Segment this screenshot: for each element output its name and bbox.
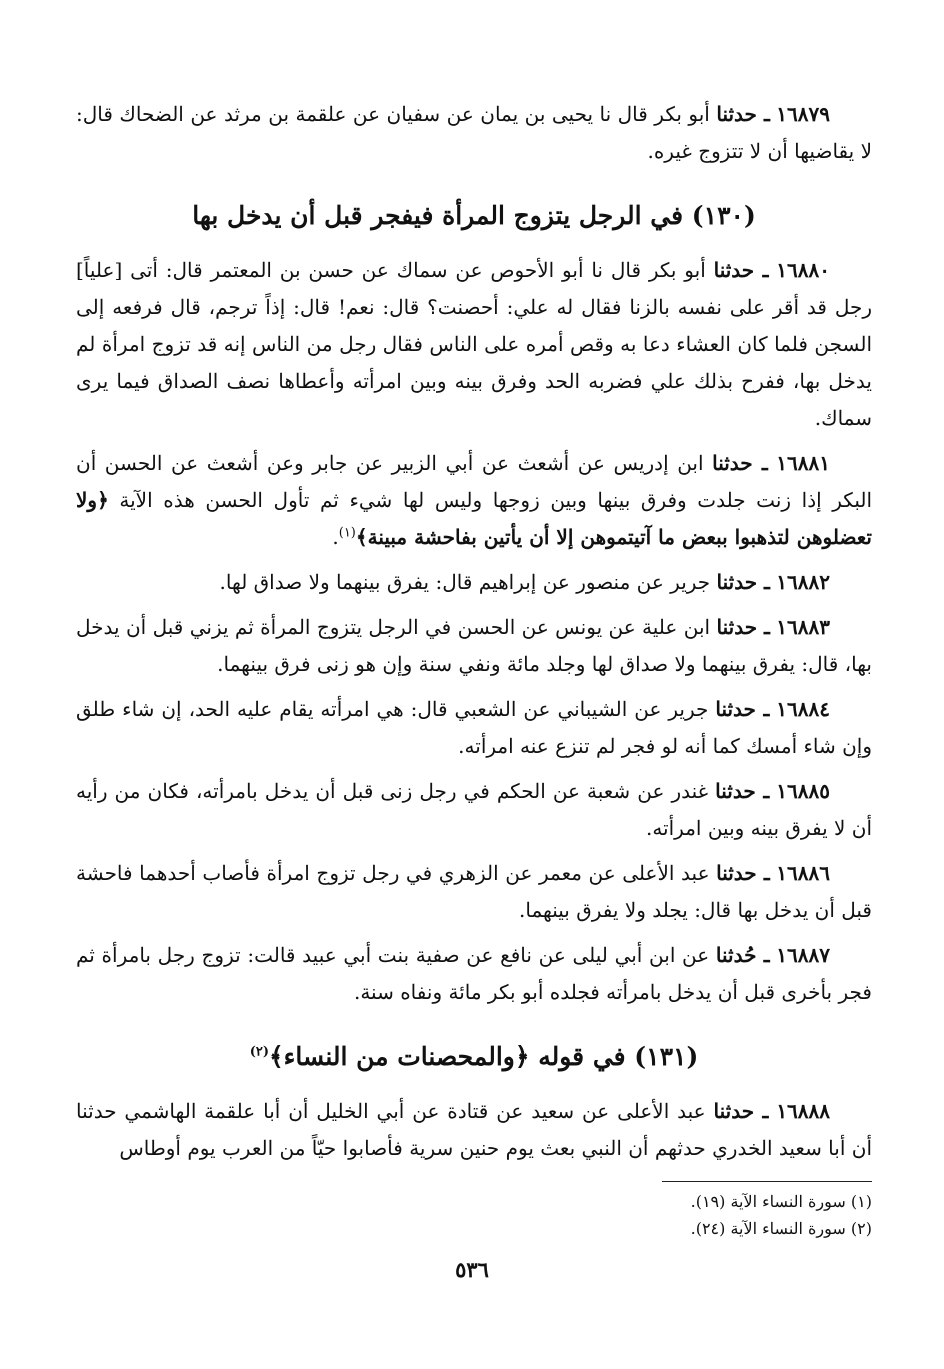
hadith-text: أبو بكر قال نا أبو الأحوص عن سماك عن حسن بن المعتمر قال: أتى [علياً] رجل قد أقر على نفسه بالزنا فقال له علي: أحصنت؟ قال: نعم! قال: إذاً ترجم، قال فرفعه إلى السجن فلما كان العشاء دعا به وقص أمره على الناس فقال رجل من الناس إنه قد تزوج امرأة لم يدخل بها، ففرح بذلك علي فضربه الحد وفرق بينه وبين امرأته وأعطاها نصف الصداق فيما يرى سماك. — [76, 258, 872, 430]
hadith-tail: . — [332, 525, 339, 549]
footnote-divider — [662, 1181, 872, 1182]
hadith-16884 — [76, 691, 872, 765]
hadith-lead: ـ حدثنا — [716, 615, 770, 639]
hadith-lead: ـ حدثنا — [713, 1099, 769, 1123]
hadith-text: جرير عن الشيباني عن الشعبي قال: هي امرأته يقام عليه الحد، إن شاء طلق وإن شاء أمسك كما أنه لو فجر لم تنزع عنه امرأته. — [76, 697, 872, 758]
hadith-16880 — [76, 252, 872, 437]
hadith-16887 — [76, 937, 872, 1011]
hadith-number: ١٦٨٨٠ — [776, 258, 830, 282]
footnote-1: (١) سورة النساء الآية (١٩). — [690, 1192, 872, 1211]
page-number: ٥٣٦ — [455, 1257, 489, 1282]
hadith-text: أبو بكر قال نا يحيى بن يمان عن سفيان عن علقمة بن مرثد عن الضحاك قال: لا يقاضيها أن لا تتزوج غيره. — [76, 102, 872, 163]
hadith-lead: ـ حدثنا — [715, 779, 770, 803]
hadith-lead: ـ حدثنا — [716, 570, 770, 594]
footnote-ref: (١) — [338, 525, 356, 541]
hadith-number: ١٦٨٨٢ — [776, 570, 830, 594]
hadith-text: غندر عن شعبة عن الحكم في رجل زنى قبل أن يدخل بامرأته، فكان من رأيه أن لا يفرق بينه وبين امرأته. — [76, 779, 872, 840]
hadith-number: ١٦٨٨١ — [776, 451, 830, 475]
hadith-number: ١٦٨٨٣ — [776, 615, 831, 639]
hadith-number: ١٦٨٨٨ — [776, 1099, 831, 1123]
hadith-lead: ـ حدثنا — [713, 258, 769, 282]
hadith-16879 — [76, 96, 872, 170]
hadith-lead: ـ حدثنا — [715, 697, 770, 721]
hadith-lead: ـ حدثنا — [716, 102, 770, 126]
hadith-number: ١٦٨٨٧ — [776, 943, 831, 967]
section-heading-130: (١٣٠) في الرجل يتزوج المرأة فيفجر قبل أن يدخل بها — [192, 201, 756, 230]
hadith-16883 — [76, 609, 872, 683]
hadith-number: ١٦٨٧٩ — [776, 102, 831, 126]
hadith-16885 — [76, 773, 872, 847]
hadith-text: عبد الأعلى عن معمر عن الزهري في رجل تزوج امرأة فأصاب أحدهما فاحشة قبل أن يدخل بها قال: يجلد ولا يفرق بينهما. — [76, 861, 872, 922]
hadith-number: ١٦٨٨٥ — [776, 779, 830, 803]
hadith-text: عبد الأعلى عن سعيد عن قتادة عن أبي الخليل أن أبا علقمة الهاشمي حدثنا أن أبا سعيد الخدري حدثهم أن النبي بعث يوم حنين سرية فأصابوا حيّاً من العرب يوم أوطاس — [76, 1099, 872, 1160]
hadith-16886 — [76, 855, 872, 929]
hadith-text: ابن علية عن يونس عن الحسن في الرجل يتزوج المرأة ثم يزني قبل أن يدخل بها، قال: يفرق بينهما ولا صداق لها وجلد مائة ونفي سنة وإن هو زنى فرق بينهما. — [76, 615, 872, 676]
footnote-2: (٢) سورة النساء الآية (٢٤). — [690, 1219, 872, 1238]
hadith-number: ١٦٨٨٦ — [776, 861, 831, 885]
hadith-lead: ـ حُدثنا — [715, 943, 770, 967]
hadith-text: عن ابن أبي ليلى عن نافع عن صفية بنت أبي عبيد قالت: تزوج رجل بامرأة ثم فجر بأخرى قبل أن يدخل بامرأته فجلده أبو بكر مائة ونفاه سنة. — [76, 943, 872, 1004]
footnote-ref: (٢) — [249, 1044, 270, 1060]
hadith-number: ١٦٨٨٤ — [776, 697, 830, 721]
quran-quote: ﴿ولا تعضلوهن لتذهبوا ببعض ما آتيتموهن إلا أن يأتين بفاحشة مبينة﴾ — [76, 488, 872, 549]
hadith-16888 — [76, 1093, 872, 1167]
hadith-16881 — [76, 445, 872, 556]
section-heading-131 — [76, 1037, 872, 1077]
heading-text: (١٣١) في قوله ﴿والمحصنات من النساء﴾ — [269, 1042, 699, 1071]
hadith-16882 — [76, 564, 872, 601]
hadith-text: ابن إدريس عن أشعث عن أبي الزبير عن جابر وعن أشعث عن الحسن أن البكر إذا زنت جلدت وفرق بينها وبين زوجها وليس لها شيء ثم تأول الحسن هذه الآية — [76, 451, 873, 512]
hadith-text: جرير عن منصور عن إبراهيم قال: يفرق بينهما ولا صداق لها. — [219, 570, 711, 594]
hadith-lead: ـ حدثنا — [712, 451, 768, 475]
hadith-lead: ـ حدثنا — [716, 861, 770, 885]
